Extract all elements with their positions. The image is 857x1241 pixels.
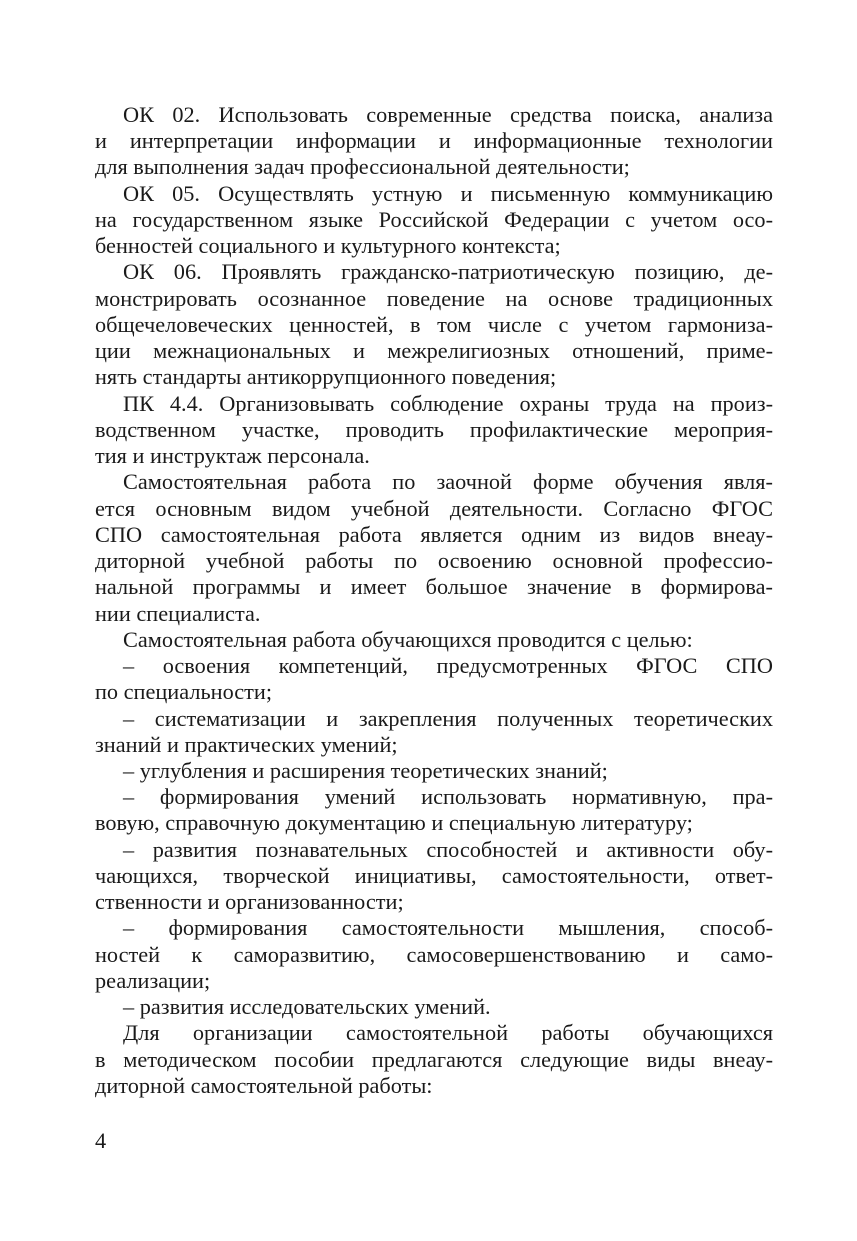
paragraph-line: нальной программы и имеет большое значение в формирова- (95, 574, 773, 600)
paragraph-line: реализации; (95, 967, 211, 993)
paragraph-line: ностей к саморазвитию, самосовершенствованию и само- (95, 941, 773, 967)
paragraph-line: на государственном языке Российской Федерации с учетом осо- (95, 206, 773, 232)
paragraph-line: чающихся, творческой инициативы, самостоятельности, ответ- (95, 862, 773, 888)
paragraph-line: ции межнациональных и межрелигиозных отношений, приме- (95, 338, 773, 364)
paragraph-line: в методическом пособии предлагаются следующие виды внеау- (95, 1046, 773, 1072)
paragraph-line: ется основным видом учебной деятельности. Согласно ФГОС (95, 495, 773, 521)
paragraph-line: ственности и организованности; (95, 889, 404, 915)
paragraph-line: тия и инструктаж персонала. (95, 443, 370, 469)
paragraph-first-line: – систематизации и закрепления полученных теоретических (123, 705, 773, 731)
paragraph-line: диторной учебной работы по освоению основной профессио- (95, 548, 773, 574)
paragraph-first-line: – освоения компетенций, предусмотренных ФГОС СПО (123, 653, 773, 679)
paragraph-first-line: – формирования умений использовать нормативную, пра- (123, 784, 773, 810)
paragraph-line: нять стандарты антикоррупционного поведения; (95, 364, 557, 390)
paragraph-line: водственном участке, проводить профилактические мероприя- (95, 416, 773, 442)
paragraph-first-line: – развития исследовательских умений. (123, 994, 491, 1020)
paragraph-line: для выполнения задач профессиональной деятельности; (95, 154, 630, 180)
paragraph-line: СПО самостоятельная работа является одним из видов внеау- (95, 521, 773, 547)
paragraph-first-line: ОК 05. Осуществлять устную и письменную коммуникацию (123, 180, 773, 206)
page-number: 4 (95, 1128, 107, 1153)
paragraph-line: по специальности; (95, 679, 273, 705)
paragraph-first-line: – развития познавательных способностей и активности обу- (123, 836, 773, 862)
paragraph-line: знаний и практических умений; (95, 731, 398, 757)
paragraph-first-line: Самостоятельная работа по заочной форме обучения явля- (123, 469, 773, 495)
paragraph-line: диторной самостоятельной работы: (95, 1072, 433, 1098)
paragraph-first-line: ОК 02. Использовать современные средства поиска, анализа (123, 102, 773, 127)
paragraph-first-line: Для организации самостоятельной работы обучающихся (123, 1020, 773, 1046)
paragraph-line: монстрировать осознанное поведение на основе традиционных (95, 285, 773, 311)
paragraph-first-line: Самостоятельная работа обучающихся проводится с целью: (123, 626, 693, 652)
paragraph-first-line: ОК 06. Проявлять гражданско-патриотическую позицию, де- (123, 259, 773, 285)
paragraph-line: бенностей социального и культурного контекста; (95, 233, 561, 259)
paragraph-line: нии специалиста. (95, 600, 261, 626)
paragraph-line: и интерпретации информации и информационные технологии (95, 128, 773, 154)
paragraph-line: вовую, справочную документацию и специальную литературу; (95, 810, 693, 836)
paragraph-first-line: ПК 4.4. Организовывать соблюдение охраны труда на произ- (123, 390, 773, 416)
paragraph-first-line: – формирования самостоятельности мышления, способ- (123, 915, 773, 941)
paragraph-first-line: – углубления и расширения теоретических знаний; (123, 758, 608, 783)
paragraph-line: общечеловеческих ценностей, в том числе с учетом гармониза- (95, 311, 773, 337)
